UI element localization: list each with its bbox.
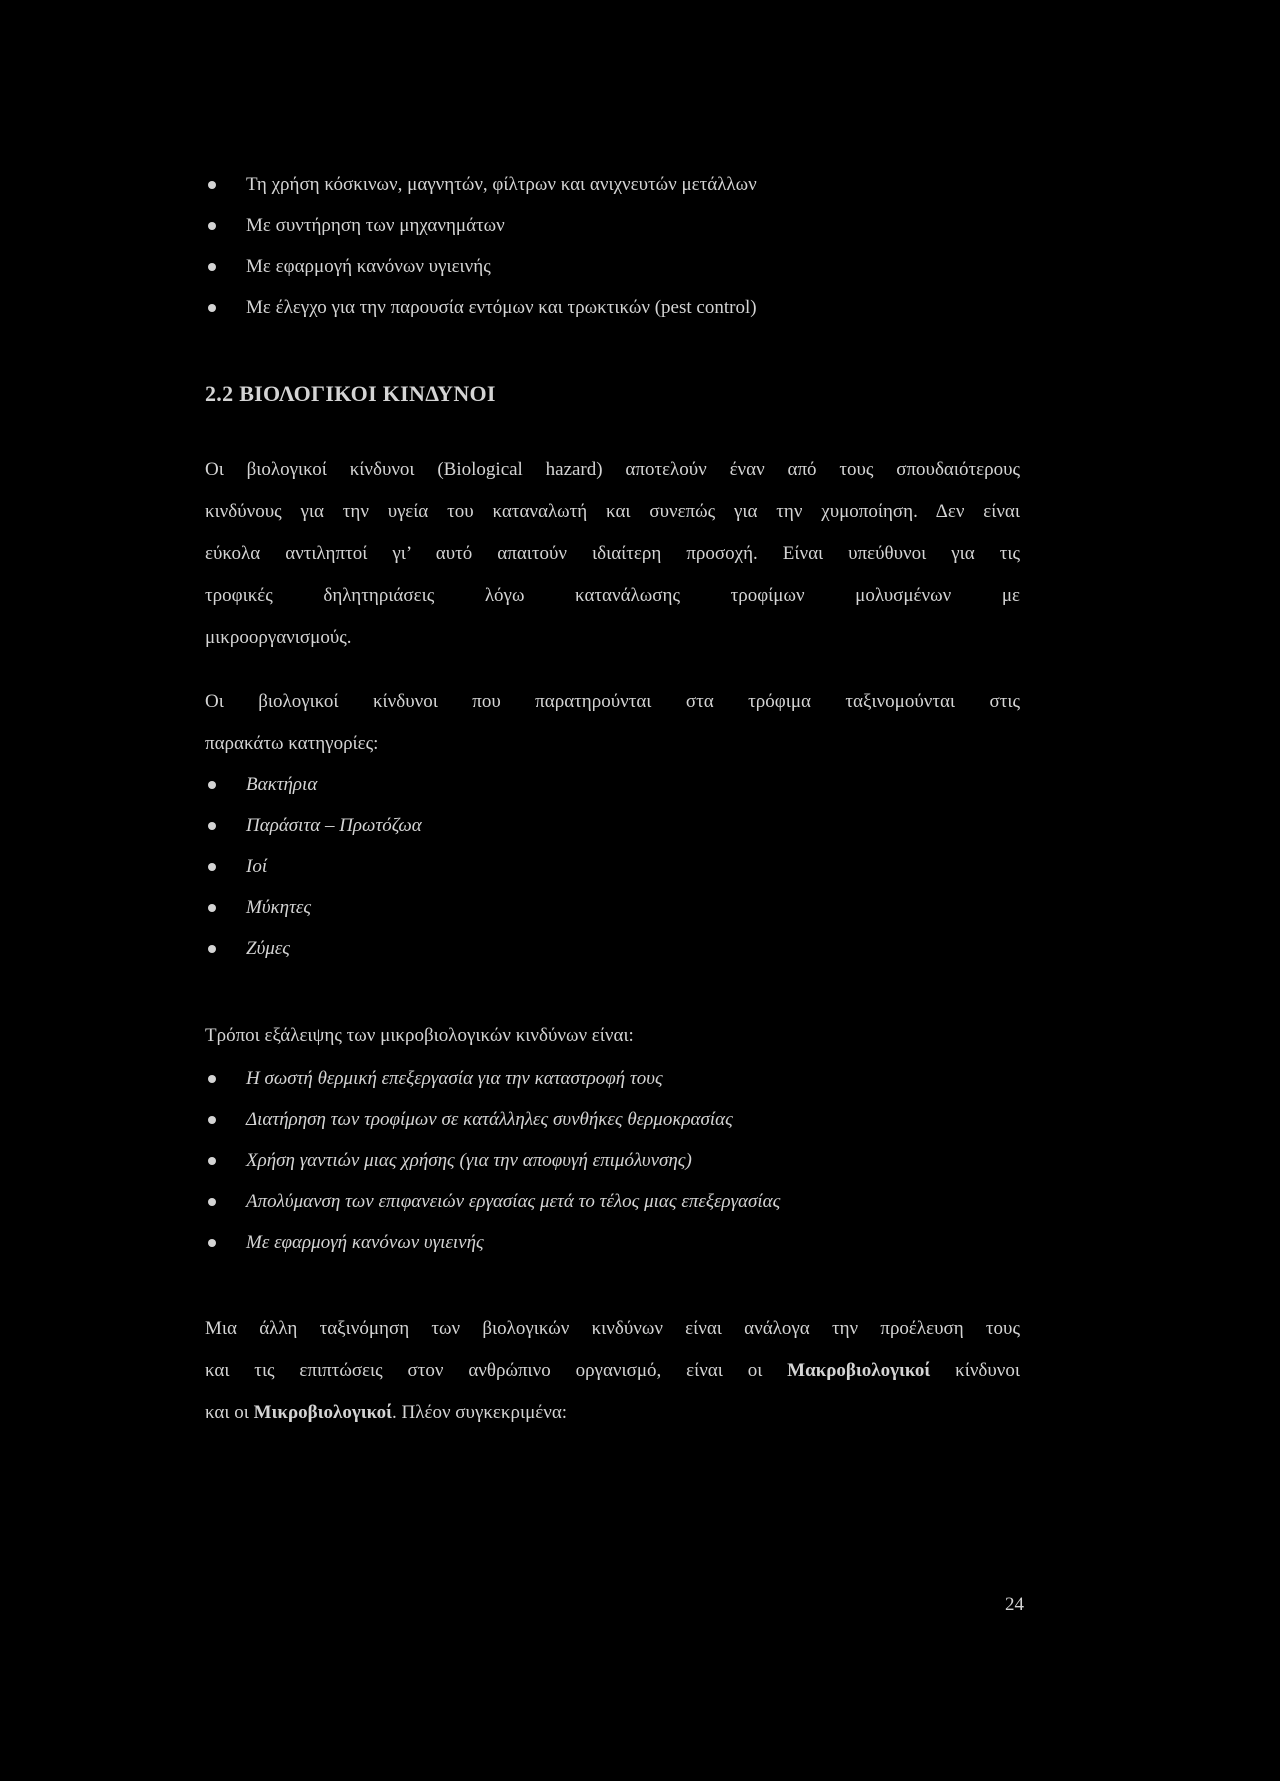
bullet-icon [208,945,216,953]
paragraph-line: Οι βιολογικοί κίνδυνοι που παρατηρούνται στα τρόφιμα ταξινομούνται στις [205,691,1020,712]
control-measures-list [208,173,757,337]
list-item: Με εφαρμογή κανόνων υγιεινής [208,1231,780,1272]
list-item: Με συντήρηση των μηχανημάτων [208,214,757,255]
bullet-icon [208,181,216,189]
microbiological-term: Μικροβιολογικοί [253,1402,393,1423]
list-item: Ιοί [208,855,422,896]
list-item: Με εφαρμογή κανόνων υγιεινής [208,255,757,296]
bullet-icon [208,822,216,830]
list-item: Παράσιτα – Πρωτόζωα [208,814,422,855]
classification-paragraph [205,1317,1020,1443]
bullet-icon [208,904,216,912]
bullet-icon [208,304,216,312]
paragraph-line: μικροοργανισμούς. [205,627,352,648]
page-number: 24 [1005,1594,1024,1615]
paragraph-line: Οι βιολογικοί κίνδυνοι (Biological hazard) αποτελούν έναν από τους σπουδαιότερους [205,459,1020,480]
list-item: Χρήση γαντιών μιας χρήσης (για την αποφυγή επιμόλυνσης) [208,1149,780,1190]
list-item: Μύκητες [208,896,422,937]
list-item: Τη χρήση κόσκινων, μαγνητών, φίλτρων και ανιχνευτών μετάλλων [208,173,757,214]
list-item: Ζύμες [208,937,422,978]
paragraph-line: κινδύνους για την υγεία του καταναλωτή και συνεπώς για την χυμοποίηση. Δεν είναι [205,501,1020,522]
list-item: Απολύμανση των επιφανειών εργασίας μετά το τέλος μιας επεξεργασίας [208,1190,780,1231]
paragraph-line: και οι Μικροβιολογικοί. Πλέον συγκεκριμένα: [205,1402,568,1423]
hazard-categories-list [208,773,422,978]
bullet-icon [208,781,216,789]
list-item: Με έλεγχο για την παρουσία εντόμων και τρωκτικών (pest control) [208,296,757,337]
bullet-icon [208,263,216,271]
bullet-icon [208,1157,216,1165]
bullet-icon [208,1116,216,1124]
paragraph-line: και τις επιπτώσεις στον ανθρώπινο οργανισμό, είναι οι Μακροβιολογικοί κίνδυνοι [205,1360,1020,1381]
paragraph-line: παρακάτω κατηγορίες: [205,733,379,754]
intro-paragraph [205,458,1020,668]
list-item: Διατήρηση των τροφίμων σε κατάλληλες συνθήκες θερμοκρασίας [208,1108,780,1149]
macrobiological-term: Μακροβιολογικοί [787,1360,931,1381]
bullet-icon [208,863,216,871]
bullet-icon [208,222,216,230]
section-heading: 2.2 ΒΙΟΛΟΓΙΚΟΙ ΚΙΝΔΥΝΟΙ [205,381,496,406]
categories-intro-paragraph [205,690,1020,774]
bullet-icon [208,1198,216,1206]
elimination-methods-list [208,1067,780,1272]
bullet-icon [208,1075,216,1083]
list-item: Η σωστή θερμική επεξεργασία για την καταστροφή τους [208,1067,780,1108]
elimination-title: Τρόποι εξάλειψης των μικροβιολογικών κινδύνων είναι: [205,1025,634,1046]
paragraph-line: τροφικές δηλητηριάσεις λόγω κατανάλωσης τροφίμων μολυσμένων με [205,585,1020,606]
paragraph-line: Μια άλλη ταξινόμηση των βιολογικών κινδύνων είναι ανάλογα την προέλευση τους [205,1318,1020,1339]
bullet-icon [208,1239,216,1247]
list-item: Βακτήρια [208,773,422,814]
paragraph-line: εύκολα αντιληπτοί γι’ αυτό απαιτούν ιδιαίτερη προσοχή. Είναι υπεύθυνοι για τις [205,543,1020,564]
